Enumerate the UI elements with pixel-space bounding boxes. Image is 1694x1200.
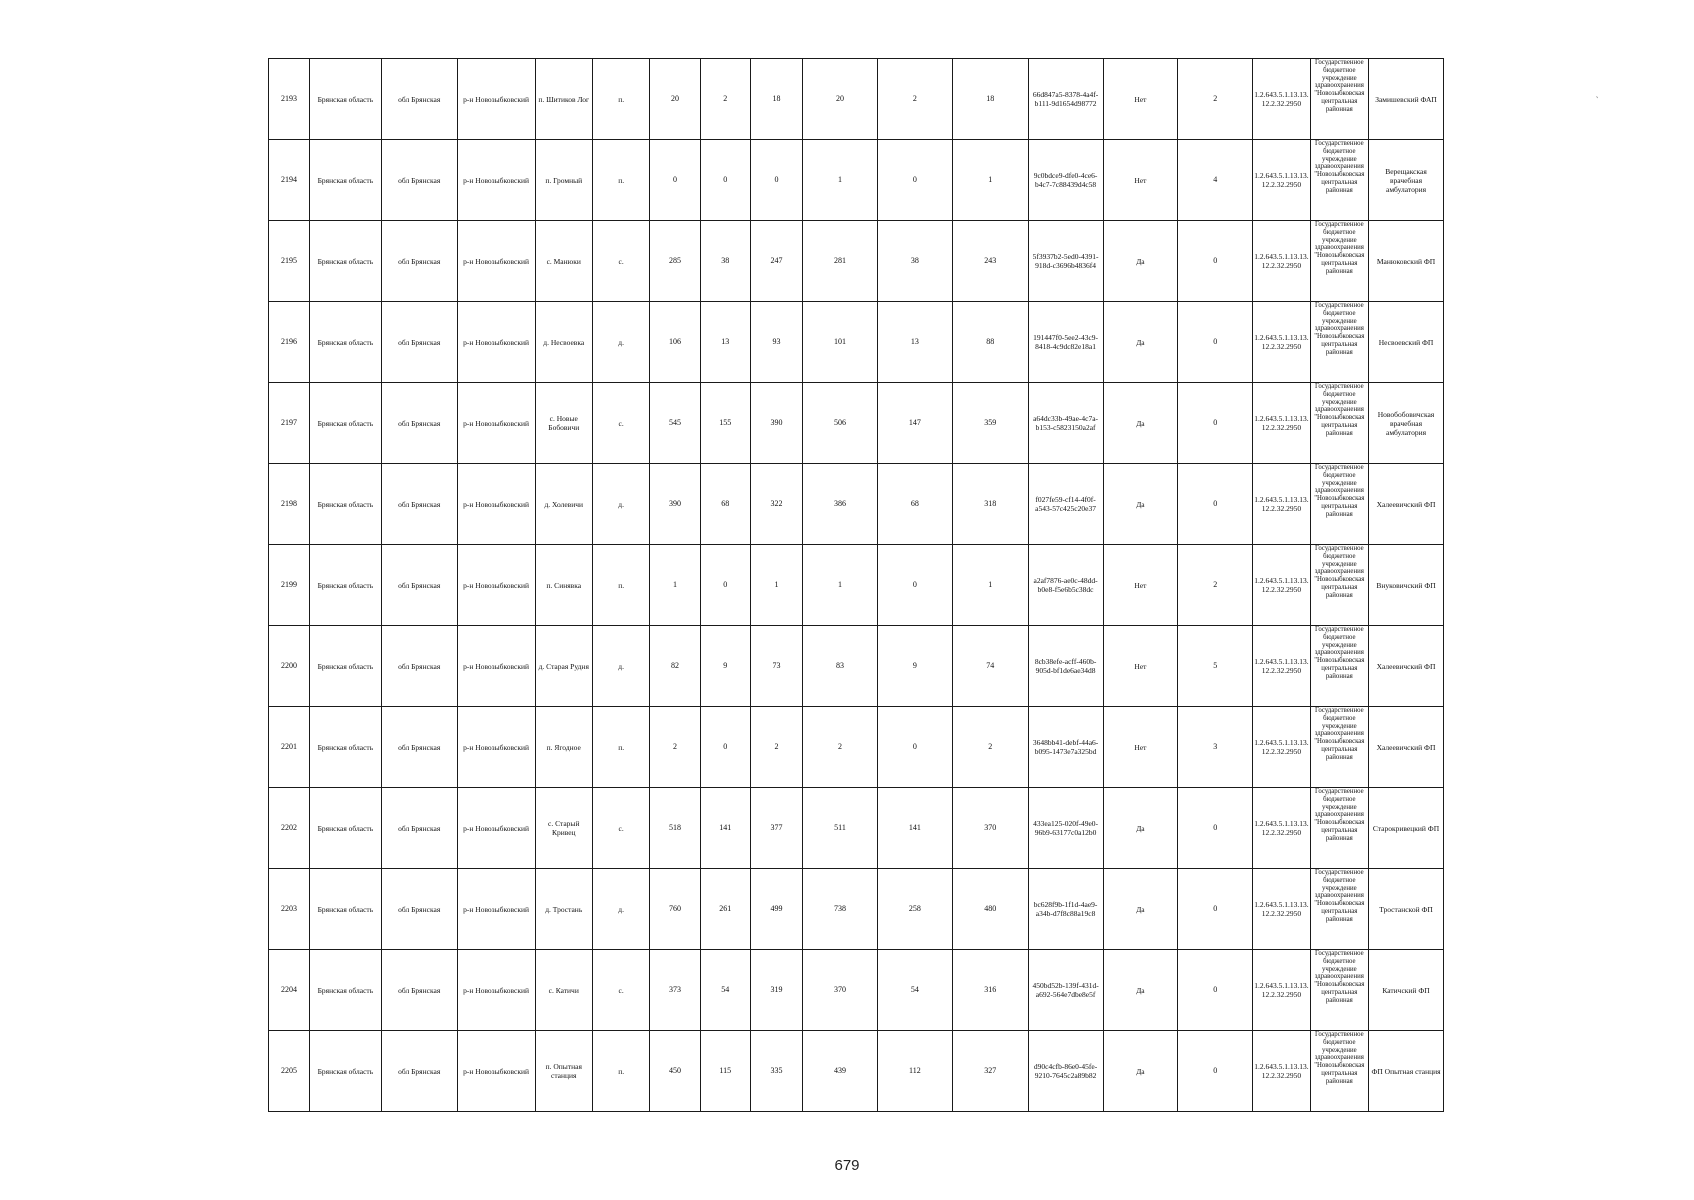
- availability-flag-cell: Нет: [1103, 626, 1178, 707]
- population-adults-prev-cell: 370: [952, 788, 1028, 869]
- facility-name-cell: Катичский ФП: [1369, 950, 1444, 1031]
- population-total-cell: 0: [650, 140, 700, 221]
- population-total-prev-cell: 83: [803, 626, 878, 707]
- count-cell: 0: [1178, 464, 1253, 545]
- row-index: 2195: [269, 221, 310, 302]
- region-cell: Брянская область: [310, 221, 382, 302]
- facility-name-cell: ФП Опытная станция: [1369, 1031, 1444, 1112]
- population-total-cell: 545: [650, 383, 700, 464]
- table-body: [269, 59, 1444, 1112]
- subject-cell: обл Брянская: [381, 1031, 457, 1112]
- row-index: 2193: [269, 59, 310, 140]
- district-cell: р-н Новозыбковский: [457, 869, 535, 950]
- oid-code-cell: 1.2.643.5.1.13.13.12.2.32.2950: [1253, 302, 1310, 383]
- table-row: [269, 302, 1444, 383]
- row-index: 2204: [269, 950, 310, 1031]
- organization-cell: Государственное бюджетное учреждение здравоохранения "Новозыбковская центральная районная: [1310, 869, 1368, 950]
- region-cell: Брянская область: [310, 140, 382, 221]
- availability-flag-cell: Да: [1103, 302, 1178, 383]
- organization-cell: Государственное бюджетное учреждение здравоохранения "Новозыбковская центральная районная: [1310, 707, 1368, 788]
- settlement-type-cell: с.: [592, 383, 649, 464]
- row-index: 2201: [269, 707, 310, 788]
- table-row: [269, 545, 1444, 626]
- availability-flag-cell: Нет: [1103, 545, 1178, 626]
- oid-code-cell: 1.2.643.5.1.13.13.12.2.32.2950: [1253, 221, 1310, 302]
- settlement-cell: п. Ягодное: [535, 707, 592, 788]
- fias-guid-cell: f027fe59-cf14-4f0f-a543-57c425c20e37: [1028, 464, 1103, 545]
- table-row: [269, 221, 1444, 302]
- population-total-prev-cell: 386: [803, 464, 878, 545]
- district-cell: р-н Новозыбковский: [457, 221, 535, 302]
- settlement-type-cell: д.: [592, 302, 649, 383]
- population-total-prev-cell: 281: [803, 221, 878, 302]
- population-children-cell: 115: [700, 1031, 750, 1112]
- organization-cell: Государственное бюджетное учреждение здравоохранения "Новозыбковская центральная районная: [1310, 1031, 1368, 1112]
- district-cell: р-н Новозыбковский: [457, 59, 535, 140]
- population-total-prev-cell: 439: [803, 1031, 878, 1112]
- count-cell: 2: [1178, 59, 1253, 140]
- district-cell: р-н Новозыбковский: [457, 545, 535, 626]
- district-cell: р-н Новозыбковский: [457, 788, 535, 869]
- oid-code-cell: 1.2.643.5.1.13.13.12.2.32.2950: [1253, 464, 1310, 545]
- population-children-cell: 0: [700, 140, 750, 221]
- settlement-type-cell: д.: [592, 869, 649, 950]
- population-adults-prev-cell: 359: [952, 383, 1028, 464]
- region-cell: Брянская область: [310, 383, 382, 464]
- population-children-cell: 68: [700, 464, 750, 545]
- settlement-type-cell: п.: [592, 59, 649, 140]
- table-row: [269, 140, 1444, 221]
- population-total-prev-cell: 101: [803, 302, 878, 383]
- subject-cell: обл Брянская: [381, 950, 457, 1031]
- population-total-prev-cell: 2: [803, 707, 878, 788]
- table-row: [269, 950, 1444, 1031]
- count-cell: 0: [1178, 1031, 1253, 1112]
- population-total-cell: 373: [650, 950, 700, 1031]
- subject-cell: обл Брянская: [381, 464, 457, 545]
- population-adults-prev-cell: 88: [952, 302, 1028, 383]
- region-cell: Брянская область: [310, 59, 382, 140]
- subject-cell: обл Брянская: [381, 707, 457, 788]
- district-cell: р-н Новозыбковский: [457, 1031, 535, 1112]
- count-cell: 3: [1178, 707, 1253, 788]
- settlement-type-cell: д.: [592, 464, 649, 545]
- population-children-prev-cell: 147: [877, 383, 952, 464]
- population-children-prev-cell: 0: [877, 140, 952, 221]
- row-index: 2194: [269, 140, 310, 221]
- settlement-cell: д. Старая Рудня: [535, 626, 592, 707]
- fias-guid-cell: 433ea125-020f-49e0-96b9-63177c0a12b0: [1028, 788, 1103, 869]
- oid-code-cell: 1.2.643.5.1.13.13.12.2.32.2950: [1253, 1031, 1310, 1112]
- population-children-prev-cell: 54: [877, 950, 952, 1031]
- facility-name-cell: Тростанской ФП: [1369, 869, 1444, 950]
- fias-guid-cell: 5f3937b2-5ed0-4391-918d-c3696b4836f4: [1028, 221, 1103, 302]
- population-adults-prev-cell: 480: [952, 869, 1028, 950]
- fias-guid-cell: a64dc33b-49ae-4c7a-b153-c5823150a2af: [1028, 383, 1103, 464]
- oid-code-cell: 1.2.643.5.1.13.13.12.2.32.2950: [1253, 788, 1310, 869]
- population-adults-cell: 499: [750, 869, 802, 950]
- population-total-cell: 106: [650, 302, 700, 383]
- table-row: [269, 383, 1444, 464]
- oid-code-cell: 1.2.643.5.1.13.13.12.2.32.2950: [1253, 59, 1310, 140]
- population-adults-cell: 377: [750, 788, 802, 869]
- population-children-prev-cell: 258: [877, 869, 952, 950]
- population-adults-prev-cell: 243: [952, 221, 1028, 302]
- settlement-cell: д. Несвоевка: [535, 302, 592, 383]
- facility-name-cell: Халеевичский ФП: [1369, 464, 1444, 545]
- oid-code-cell: 1.2.643.5.1.13.13.12.2.32.2950: [1253, 707, 1310, 788]
- oid-code-cell: 1.2.643.5.1.13.13.12.2.32.2950: [1253, 950, 1310, 1031]
- fias-guid-cell: 9c0bdce9-dfe0-4ce6-b4c7-7c88439d4c58: [1028, 140, 1103, 221]
- facility-name-cell: Замишевский ФАП: [1369, 59, 1444, 140]
- population-children-cell: 0: [700, 707, 750, 788]
- count-cell: 0: [1178, 221, 1253, 302]
- region-cell: Брянская область: [310, 464, 382, 545]
- organization-cell: Государственное бюджетное учреждение здравоохранения "Новозыбковская центральная районная: [1310, 626, 1368, 707]
- population-children-prev-cell: 0: [877, 707, 952, 788]
- row-index: 2203: [269, 869, 310, 950]
- count-cell: 0: [1178, 788, 1253, 869]
- population-total-cell: 82: [650, 626, 700, 707]
- population-adults-cell: 73: [750, 626, 802, 707]
- count-cell: 0: [1178, 383, 1253, 464]
- table-row: [269, 788, 1444, 869]
- availability-flag-cell: Да: [1103, 383, 1178, 464]
- population-children-cell: 261: [700, 869, 750, 950]
- population-children-cell: 13: [700, 302, 750, 383]
- table-row: [269, 1031, 1444, 1112]
- district-cell: р-н Новозыбковский: [457, 707, 535, 788]
- population-total-prev-cell: 20: [803, 59, 878, 140]
- population-adults-prev-cell: 1: [952, 140, 1028, 221]
- population-total-cell: 450: [650, 1031, 700, 1112]
- settlement-cell: с. Катичи: [535, 950, 592, 1031]
- population-total-prev-cell: 738: [803, 869, 878, 950]
- organization-cell: Государственное бюджетное учреждение здравоохранения "Новозыбковская центральная районная: [1310, 950, 1368, 1031]
- organization-cell: Государственное бюджетное учреждение здравоохранения "Новозыбковская центральная районная: [1310, 59, 1368, 140]
- region-cell: Брянская область: [310, 707, 382, 788]
- facility-name-cell: Новобобовичская врачебная амбулатория: [1369, 383, 1444, 464]
- table-row: [269, 626, 1444, 707]
- oid-code-cell: 1.2.643.5.1.13.13.12.2.32.2950: [1253, 140, 1310, 221]
- population-children-prev-cell: 9: [877, 626, 952, 707]
- population-adults-cell: 335: [750, 1031, 802, 1112]
- population-children-prev-cell: 68: [877, 464, 952, 545]
- row-index: 2202: [269, 788, 310, 869]
- population-children-cell: 2: [700, 59, 750, 140]
- settlement-cell: с. Манюки: [535, 221, 592, 302]
- population-total-prev-cell: 506: [803, 383, 878, 464]
- population-adults-prev-cell: 316: [952, 950, 1028, 1031]
- population-adults-cell: 2: [750, 707, 802, 788]
- settlement-type-cell: с.: [592, 950, 649, 1031]
- availability-flag-cell: Да: [1103, 788, 1178, 869]
- organization-cell: Государственное бюджетное учреждение здравоохранения "Новозыбковская центральная районная: [1310, 383, 1368, 464]
- table-row: [269, 707, 1444, 788]
- population-children-prev-cell: 112: [877, 1031, 952, 1112]
- population-children-cell: 54: [700, 950, 750, 1031]
- population-adults-cell: 0: [750, 140, 802, 221]
- fias-guid-cell: d90c4cfb-86e0-45fe-9210-7645c2a89b82: [1028, 1031, 1103, 1112]
- scan-mark: ‵: [1596, 95, 1599, 105]
- population-children-prev-cell: 141: [877, 788, 952, 869]
- district-cell: р-н Новозыбковский: [457, 950, 535, 1031]
- facility-name-cell: Старокривецкий ФП: [1369, 788, 1444, 869]
- settlement-type-cell: п.: [592, 545, 649, 626]
- subject-cell: обл Брянская: [381, 302, 457, 383]
- population-adults-cell: 390: [750, 383, 802, 464]
- population-total-cell: 390: [650, 464, 700, 545]
- settlement-cell: п. Громный: [535, 140, 592, 221]
- population-adults-prev-cell: 1: [952, 545, 1028, 626]
- population-adults-prev-cell: 327: [952, 1031, 1028, 1112]
- population-total-cell: 760: [650, 869, 700, 950]
- population-children-prev-cell: 13: [877, 302, 952, 383]
- subject-cell: обл Брянская: [381, 140, 457, 221]
- population-children-prev-cell: 38: [877, 221, 952, 302]
- count-cell: 2: [1178, 545, 1253, 626]
- population-adults-cell: 93: [750, 302, 802, 383]
- population-total-cell: 1: [650, 545, 700, 626]
- district-cell: р-н Новозыбковский: [457, 383, 535, 464]
- subject-cell: обл Брянская: [381, 59, 457, 140]
- count-cell: 0: [1178, 302, 1253, 383]
- fias-guid-cell: 3648bb41-debf-44a6-b095-1473e7a325bd: [1028, 707, 1103, 788]
- row-index: 2200: [269, 626, 310, 707]
- population-children-cell: 9: [700, 626, 750, 707]
- availability-flag-cell: Нет: [1103, 140, 1178, 221]
- district-cell: р-н Новозыбковский: [457, 302, 535, 383]
- availability-flag-cell: Нет: [1103, 59, 1178, 140]
- facility-name-cell: Манюковский ФП: [1369, 221, 1444, 302]
- population-children-cell: 141: [700, 788, 750, 869]
- oid-code-cell: 1.2.643.5.1.13.13.12.2.32.2950: [1253, 545, 1310, 626]
- row-index: 2205: [269, 1031, 310, 1112]
- subject-cell: обл Брянская: [381, 788, 457, 869]
- district-cell: р-н Новозыбковский: [457, 626, 535, 707]
- population-total-cell: 285: [650, 221, 700, 302]
- facility-name-cell: Внуковичский ФП: [1369, 545, 1444, 626]
- population-total-prev-cell: 511: [803, 788, 878, 869]
- facility-name-cell: Халеевичский ФП: [1369, 707, 1444, 788]
- count-cell: 0: [1178, 869, 1253, 950]
- settlement-cell: с. Старый Кривец: [535, 788, 592, 869]
- fias-guid-cell: 450bd52b-139f-431d-a692-564e7dbe8e5f: [1028, 950, 1103, 1031]
- population-children-cell: 155: [700, 383, 750, 464]
- fias-guid-cell: 191447f0-5ee2-43c9-8418-4c9dc82e18a1: [1028, 302, 1103, 383]
- settlement-cell: с. Новые Бобовичи: [535, 383, 592, 464]
- settlement-type-cell: п.: [592, 707, 649, 788]
- population-adults-prev-cell: 18: [952, 59, 1028, 140]
- population-adults-cell: 18: [750, 59, 802, 140]
- subject-cell: обл Брянская: [381, 545, 457, 626]
- region-cell: Брянская область: [310, 1031, 382, 1112]
- region-cell: Брянская область: [310, 626, 382, 707]
- facility-name-cell: Халеевичский ФП: [1369, 626, 1444, 707]
- facility-name-cell: Несвоевский ФП: [1369, 302, 1444, 383]
- organization-cell: Государственное бюджетное учреждение здравоохранения "Новозыбковская центральная районная: [1310, 545, 1368, 626]
- count-cell: 5: [1178, 626, 1253, 707]
- table-row: [269, 464, 1444, 545]
- population-total-cell: 518: [650, 788, 700, 869]
- population-adults-cell: 319: [750, 950, 802, 1031]
- fias-guid-cell: 8cb38efe-acff-460b-905d-bf1de6ae34d8: [1028, 626, 1103, 707]
- region-cell: Брянская область: [310, 869, 382, 950]
- settlement-type-cell: п.: [592, 1031, 649, 1112]
- organization-cell: Государственное бюджетное учреждение здравоохранения "Новозыбковская центральная районная: [1310, 464, 1368, 545]
- settlement-cell: д. Холевичи: [535, 464, 592, 545]
- settlement-cell: п. Синявка: [535, 545, 592, 626]
- organization-cell: Государственное бюджетное учреждение здравоохранения "Новозыбковская центральная районная: [1310, 788, 1368, 869]
- fias-guid-cell: 66d847a5-8378-4a4f-b111-9d1654d98772: [1028, 59, 1103, 140]
- population-total-prev-cell: 370: [803, 950, 878, 1031]
- population-children-prev-cell: 0: [877, 545, 952, 626]
- population-total-prev-cell: 1: [803, 140, 878, 221]
- region-cell: Брянская область: [310, 950, 382, 1031]
- subject-cell: обл Брянская: [381, 626, 457, 707]
- region-cell: Брянская область: [310, 545, 382, 626]
- organization-cell: Государственное бюджетное учреждение здравоохранения "Новозыбковская центральная районная: [1310, 221, 1368, 302]
- count-cell: 4: [1178, 140, 1253, 221]
- settlement-type-cell: с.: [592, 788, 649, 869]
- availability-flag-cell: Да: [1103, 221, 1178, 302]
- region-cell: Брянская область: [310, 788, 382, 869]
- facility-name-cell: Верещакская врачебная амбулатория: [1369, 140, 1444, 221]
- availability-flag-cell: Нет: [1103, 707, 1178, 788]
- availability-flag-cell: Да: [1103, 869, 1178, 950]
- oid-code-cell: 1.2.643.5.1.13.13.12.2.32.2950: [1253, 383, 1310, 464]
- population-adults-cell: 1: [750, 545, 802, 626]
- settlement-cell: п. Опытная станция: [535, 1031, 592, 1112]
- oid-code-cell: 1.2.643.5.1.13.13.12.2.32.2950: [1253, 869, 1310, 950]
- availability-flag-cell: Да: [1103, 1031, 1178, 1112]
- population-total-cell: 2: [650, 707, 700, 788]
- population-children-cell: 0: [700, 545, 750, 626]
- population-total-cell: 20: [650, 59, 700, 140]
- settlement-cell: п. Шитиков Лог: [535, 59, 592, 140]
- subject-cell: обл Брянская: [381, 869, 457, 950]
- settlement-type-cell: п.: [592, 140, 649, 221]
- subject-cell: обл Брянская: [381, 221, 457, 302]
- table-row: [269, 59, 1444, 140]
- district-cell: р-н Новозыбковский: [457, 464, 535, 545]
- population-adults-prev-cell: 2: [952, 707, 1028, 788]
- oid-code-cell: 1.2.643.5.1.13.13.12.2.32.2950: [1253, 626, 1310, 707]
- population-total-prev-cell: 1: [803, 545, 878, 626]
- row-index: 2197: [269, 383, 310, 464]
- subject-cell: обл Брянская: [381, 383, 457, 464]
- settlements-table: [268, 58, 1444, 1112]
- row-index: 2199: [269, 545, 310, 626]
- settlement-type-cell: с.: [592, 221, 649, 302]
- population-adults-cell: 247: [750, 221, 802, 302]
- page-number: 679: [834, 1157, 860, 1174]
- fias-guid-cell: a2af7876-ae0c-48dd-b0e8-f5e6b5c38dc: [1028, 545, 1103, 626]
- population-adults-prev-cell: 74: [952, 626, 1028, 707]
- row-index: 2196: [269, 302, 310, 383]
- population-adults-cell: 322: [750, 464, 802, 545]
- table-row: [269, 869, 1444, 950]
- settlement-cell: д. Тростань: [535, 869, 592, 950]
- settlement-type-cell: д.: [592, 626, 649, 707]
- availability-flag-cell: Да: [1103, 950, 1178, 1031]
- district-cell: р-н Новозыбковский: [457, 140, 535, 221]
- region-cell: Брянская область: [310, 302, 382, 383]
- fias-guid-cell: bc628f9b-1f1d-4ae9-a34b-d7f8c88a19c8: [1028, 869, 1103, 950]
- count-cell: 0: [1178, 950, 1253, 1031]
- availability-flag-cell: Да: [1103, 464, 1178, 545]
- row-index: 2198: [269, 464, 310, 545]
- population-adults-prev-cell: 318: [952, 464, 1028, 545]
- organization-cell: Государственное бюджетное учреждение здравоохранения "Новозыбковская центральная районная: [1310, 140, 1368, 221]
- population-children-cell: 38: [700, 221, 750, 302]
- population-children-prev-cell: 2: [877, 59, 952, 140]
- organization-cell: Государственное бюджетное учреждение здравоохранения "Новозыбковская центральная районная: [1310, 302, 1368, 383]
